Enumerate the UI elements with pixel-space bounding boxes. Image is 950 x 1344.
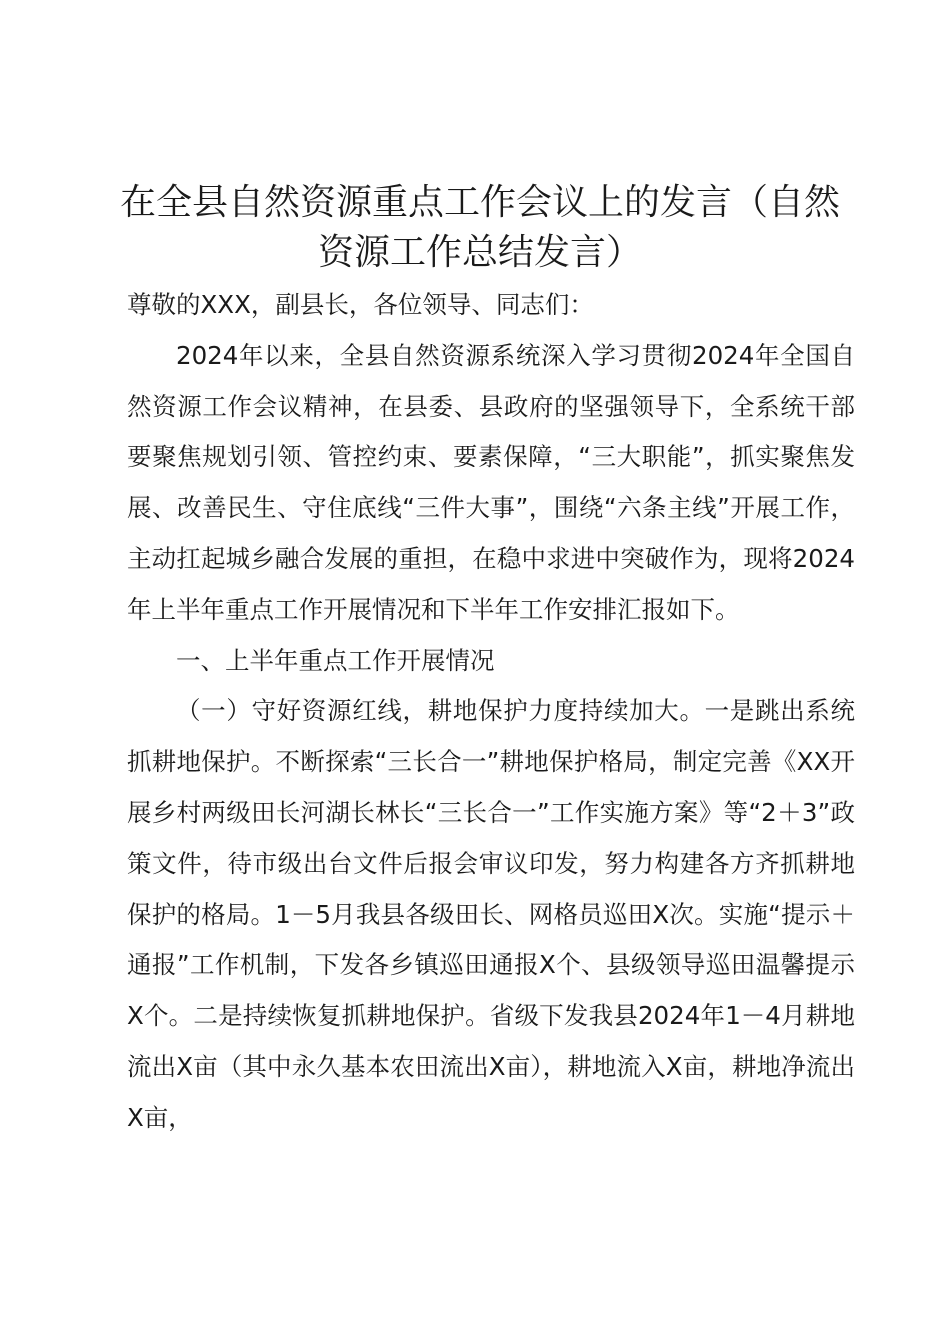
salutation: 尊敬的XXX，副县长，各位领导、同志们：	[127, 290, 594, 319]
document-title: 在全县自然资源重点工作会议上的发言（自然资源工作总结发言）	[119, 182, 840, 273]
document-body	[127, 280, 855, 1144]
section-heading: 一、上半年重点工作开展情况	[176, 645, 495, 675]
paragraph-section-1: （一）守好资源红线，耕地保护力度持续加大。一是跳出系统抓耕地保护。不断探索“三长合一”耕地保护格局，制定完善《XX开展乡村两级田长河湖长林长“三长合一”工作实施方案》等“2＋3”政策文件，待市级出台文件后报会审议印发，努力构建各方齐抓耕地保护的格局。1－5月我县各级田长、网格员巡田X次。实施“提示＋通报”工作机制，下发各乡镇巡田通报X个、县级领导巡田温馨提示X个。二是持续恢复抓耕地保护。省级下发我县2024年1－4月耕地流出X亩（其中永久基本农田流出X亩），耕地流入X亩，耕地净流出X亩，	[127, 696, 855, 1132]
paragraph-intro: 2024年以来，全县自然资源系统深入学习贯彻2024年全国自然资源工作会议精神，在县委、县政府的坚强领导下，全系统干部要聚焦规划引领、管控约束、要素保障，“三大职能”，抓实聚焦发展、改善民生、守住底线“三件大事”，围绕“六条主线”开展工作，主动扛起城乡融合发展的重担，在稳中求进中突破作为，现将2024年上半年重点工作开展情况和下半年工作安排汇报如下。	[127, 340, 855, 624]
